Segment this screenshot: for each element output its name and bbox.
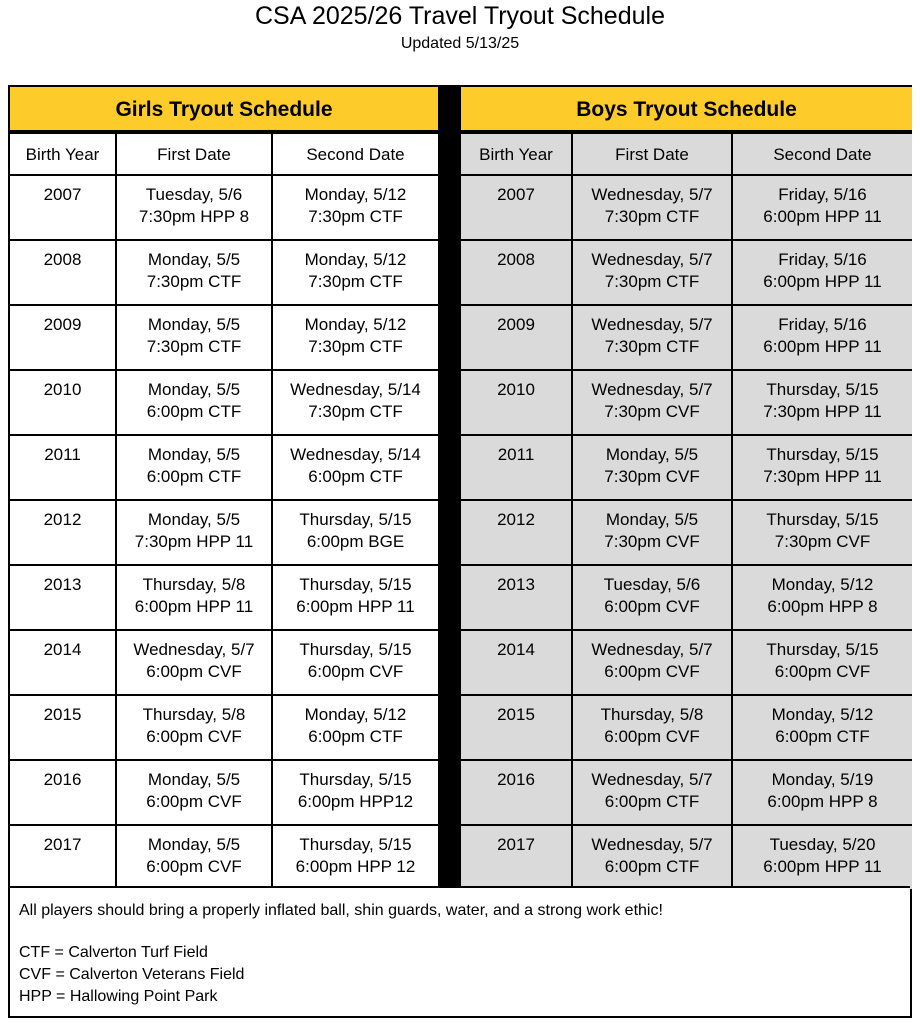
- boys-column-header-first-date: First Date: [573, 134, 731, 174]
- boys-second-date-cell: Thursday, 5/15 6:00pm CVF: [733, 631, 912, 694]
- equipment-reminder: All players should bring a properly inflated ball, shin guards, water, and a strong work ethic!: [19, 902, 663, 919]
- girls-second-date-cell: Thursday, 5/15 6:00pm HPP 12: [273, 826, 438, 889]
- updated-date: Updated 5/13/25: [400, 35, 520, 52]
- girls-birth-year-cell: 2017: [10, 826, 115, 889]
- notes-section: [10, 886, 910, 1016]
- boys-second-date-cell: Thursday, 5/15 7:30pm CVF: [733, 501, 912, 564]
- boys-first-date-cell: Wednesday, 5/7 7:30pm CVF: [573, 371, 731, 434]
- girls-second-date-cell: Thursday, 5/15 6:00pm CVF: [273, 631, 438, 694]
- boys-birth-year-cell: 2012: [461, 501, 571, 564]
- girls-second-date-cell: Monday, 5/12 7:30pm CTF: [273, 306, 438, 369]
- girls-first-date-cell: Monday, 5/5 7:30pm CTF: [117, 241, 271, 304]
- girls-column-header-second-date: Second Date: [273, 134, 438, 174]
- boys-column-header-second-date: Second Date: [733, 134, 912, 174]
- boys-first-date-cell: Wednesday, 5/7 7:30pm CTF: [573, 306, 731, 369]
- boys-first-date-cell: Thursday, 5/8 6:00pm CVF: [573, 696, 731, 759]
- boys-first-date-cell: Monday, 5/5 7:30pm CVF: [573, 436, 731, 499]
- boys-schedule: [461, 87, 912, 886]
- girls-first-date-cell: Thursday, 5/8 6:00pm CVF: [117, 696, 271, 759]
- boys-first-date-cell: Wednesday, 5/7 6:00pm CVF: [573, 631, 731, 694]
- legend-hpp: HPP = Hallowing Point Park: [19, 988, 218, 1005]
- girls-first-date-cell: Tuesday, 5/6 7:30pm HPP 8: [117, 176, 271, 239]
- girls-birth-year-cell: 2016: [10, 761, 115, 824]
- girls-first-date-cell: Monday, 5/5 6:00pm CTF: [117, 436, 271, 499]
- boys-second-date-cell: Friday, 5/16 6:00pm HPP 11: [733, 241, 912, 304]
- boys-second-date-cell: Friday, 5/16 6:00pm HPP 11: [733, 176, 912, 239]
- legend-cvf: CVF = Calverton Veterans Field: [19, 966, 245, 983]
- boys-first-date-cell: Wednesday, 5/7 7:30pm CTF: [573, 176, 731, 239]
- girls-second-date-cell: Thursday, 5/15 6:00pm HPP12: [273, 761, 438, 824]
- girls-birth-year-cell: 2013: [10, 566, 115, 629]
- girls-birth-year-cell: 2009: [10, 306, 115, 369]
- girls-second-date-cell: Wednesday, 5/14 6:00pm CTF: [273, 436, 438, 499]
- girls-second-date-cell: Thursday, 5/15 6:00pm BGE: [273, 501, 438, 564]
- girls-second-date-cell: Monday, 5/12 6:00pm CTF: [273, 696, 438, 759]
- boys-second-date-cell: Monday, 5/12 6:00pm CTF: [733, 696, 912, 759]
- boys-birth-year-cell: 2008: [461, 241, 571, 304]
- girls-first-date-cell: Monday, 5/5 6:00pm CVF: [117, 826, 271, 889]
- boys-first-date-cell: Tuesday, 5/6 6:00pm CVF: [573, 566, 731, 629]
- girls-birth-year-cell: 2007: [10, 176, 115, 239]
- girls-birth-year-cell: 2015: [10, 696, 115, 759]
- girls-column-header-birth-year: Birth Year: [10, 134, 115, 174]
- girls-birth-year-cell: 2014: [10, 631, 115, 694]
- boys-second-date-cell: Tuesday, 5/20 6:00pm HPP 11: [733, 826, 912, 889]
- girls-second-date-cell: Monday, 5/12 7:30pm CTF: [273, 241, 438, 304]
- page-title: CSA 2025/26 Travel Tryout Schedule: [255, 2, 665, 30]
- boys-second-date-cell: Thursday, 5/15 7:30pm HPP 11: [733, 371, 912, 434]
- girls-schedule-heading: Girls Tryout Schedule: [10, 87, 438, 132]
- girls-second-date-cell: Thursday, 5/15 6:00pm HPP 11: [273, 566, 438, 629]
- boys-second-date-cell: Thursday, 5/15 7:30pm HPP 11: [733, 436, 912, 499]
- tryout-schedule-table: [8, 85, 912, 1018]
- girls-second-date-cell: Monday, 5/12 7:30pm CTF: [273, 176, 438, 239]
- girls-second-date-cell: Wednesday, 5/14 7:30pm CTF: [273, 371, 438, 434]
- boys-birth-year-cell: 2014: [461, 631, 571, 694]
- girls-birth-year-cell: 2008: [10, 241, 115, 304]
- boys-first-date-cell: Monday, 5/5 7:30pm CVF: [573, 501, 731, 564]
- boys-birth-year-cell: 2016: [461, 761, 571, 824]
- boys-birth-year-cell: 2010: [461, 371, 571, 434]
- girls-birth-year-cell: 2011: [10, 436, 115, 499]
- boys-schedule-heading: Boys Tryout Schedule: [461, 87, 912, 132]
- boys-first-date-cell: Wednesday, 5/7 7:30pm CTF: [573, 241, 731, 304]
- boys-first-date-cell: Wednesday, 5/7 6:00pm CTF: [573, 826, 731, 889]
- boys-birth-year-cell: 2017: [461, 826, 571, 889]
- girls-first-date-cell: Monday, 5/5 7:30pm CTF: [117, 306, 271, 369]
- girls-first-date-cell: Wednesday, 5/7 6:00pm CVF: [117, 631, 271, 694]
- girls-schedule: [10, 87, 438, 886]
- boys-birth-year-cell: 2009: [461, 306, 571, 369]
- girls-birth-year-cell: 2012: [10, 501, 115, 564]
- boys-column-header-birth-year: Birth Year: [461, 134, 571, 174]
- girls-first-date-cell: Thursday, 5/8 6:00pm HPP 11: [117, 566, 271, 629]
- boys-second-date-cell: Monday, 5/19 6:00pm HPP 8: [733, 761, 912, 824]
- boys-second-date-cell: Monday, 5/12 6:00pm HPP 8: [733, 566, 912, 629]
- boys-birth-year-cell: 2013: [461, 566, 571, 629]
- girls-first-date-cell: Monday, 5/5 6:00pm CVF: [117, 761, 271, 824]
- girls-column-header-first-date: First Date: [117, 134, 271, 174]
- boys-birth-year-cell: 2015: [461, 696, 571, 759]
- legend-ctf: CTF = Calverton Turf Field: [19, 944, 208, 961]
- girls-birth-year-cell: 2010: [10, 371, 115, 434]
- boys-birth-year-cell: 2007: [461, 176, 571, 239]
- girls-first-date-cell: Monday, 5/5 7:30pm HPP 11: [117, 501, 271, 564]
- girls-first-date-cell: Monday, 5/5 6:00pm CTF: [117, 371, 271, 434]
- boys-second-date-cell: Friday, 5/16 6:00pm HPP 11: [733, 306, 912, 369]
- boys-first-date-cell: Wednesday, 5/7 6:00pm CTF: [573, 761, 731, 824]
- boys-birth-year-cell: 2011: [461, 436, 571, 499]
